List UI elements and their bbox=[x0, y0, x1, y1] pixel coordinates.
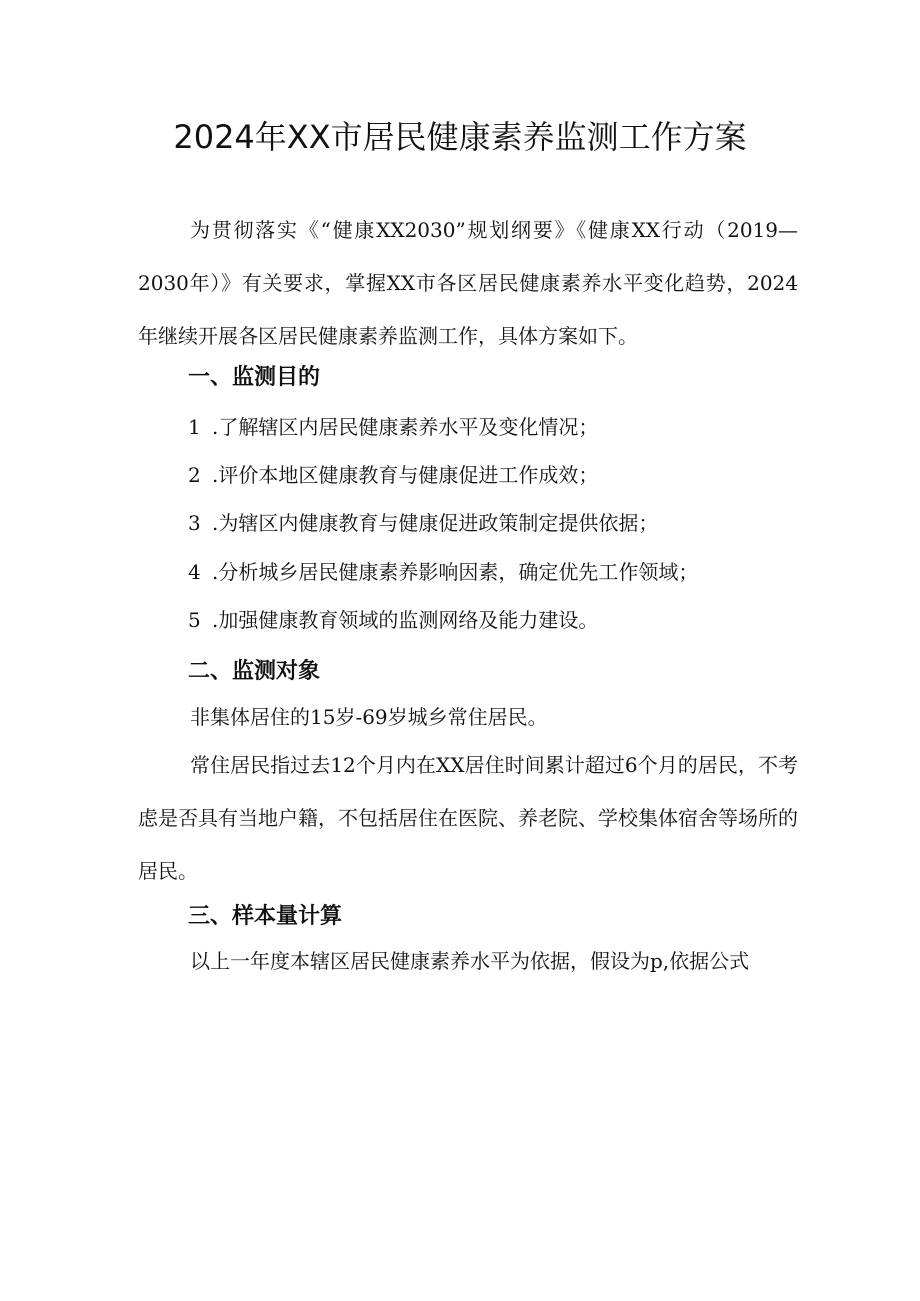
list-item-text: .了解辖区内居民健康素养水平及变化情况； bbox=[212, 415, 599, 439]
list-item-number: 2 bbox=[188, 463, 201, 487]
list-item-text: .分析城乡居民健康素养影响因素，确定优先工作领域； bbox=[212, 560, 699, 584]
section-heading-subjects: 二、监测对象 bbox=[188, 659, 321, 684]
list-item-number: 5 bbox=[188, 608, 201, 632]
list-item-number: 1 bbox=[188, 415, 201, 439]
list-item-text: .加强健康教育领域的监测网络及能力建设。 bbox=[212, 608, 599, 632]
section-heading-sample-size: 三、样本量计算 bbox=[188, 904, 343, 929]
list-item bbox=[188, 459, 598, 488]
subjects-paragraph: 非集体居住的15岁-69岁城乡常住居民。 bbox=[190, 705, 548, 729]
list-item-number: 4 bbox=[188, 560, 201, 584]
list-item bbox=[188, 604, 598, 633]
list-item-number: 3 bbox=[188, 511, 201, 535]
residents-definition-paragraph: 常住居民指过去12个月内在XX居住时间累计超过6个月的居民，不考虑是否具有当地户籍，不包括居住在医院、养老院、学校集体宿舍等场所的居民。 bbox=[138, 753, 798, 883]
document-title: 2024年XX市居民健康素养监测工作方案 bbox=[173, 118, 747, 156]
list-item-text: .为辖区内健康教育与健康促进政策制定提供依据； bbox=[212, 511, 659, 535]
intro-paragraph: 为贯彻落实《“健康XX2030”规划纲要》《健康XX行动（2019—2030年）》有关要求，掌握XX市各区居民健康素养水平变化趋势，2024年继续开展各区居民健康素养监测工作，具体方案如下。 bbox=[138, 218, 798, 348]
list-item bbox=[188, 507, 658, 536]
section-heading-purpose: 一、监测目的 bbox=[188, 365, 321, 390]
list-item-text: .评价本地区健康教育与健康促进工作成效； bbox=[212, 463, 599, 487]
list-item bbox=[188, 556, 698, 585]
list-item bbox=[188, 411, 598, 440]
sample-size-paragraph: 以上一年度本辖区居民健康素养水平为依据，假设为p,依据公式 bbox=[190, 949, 750, 973]
